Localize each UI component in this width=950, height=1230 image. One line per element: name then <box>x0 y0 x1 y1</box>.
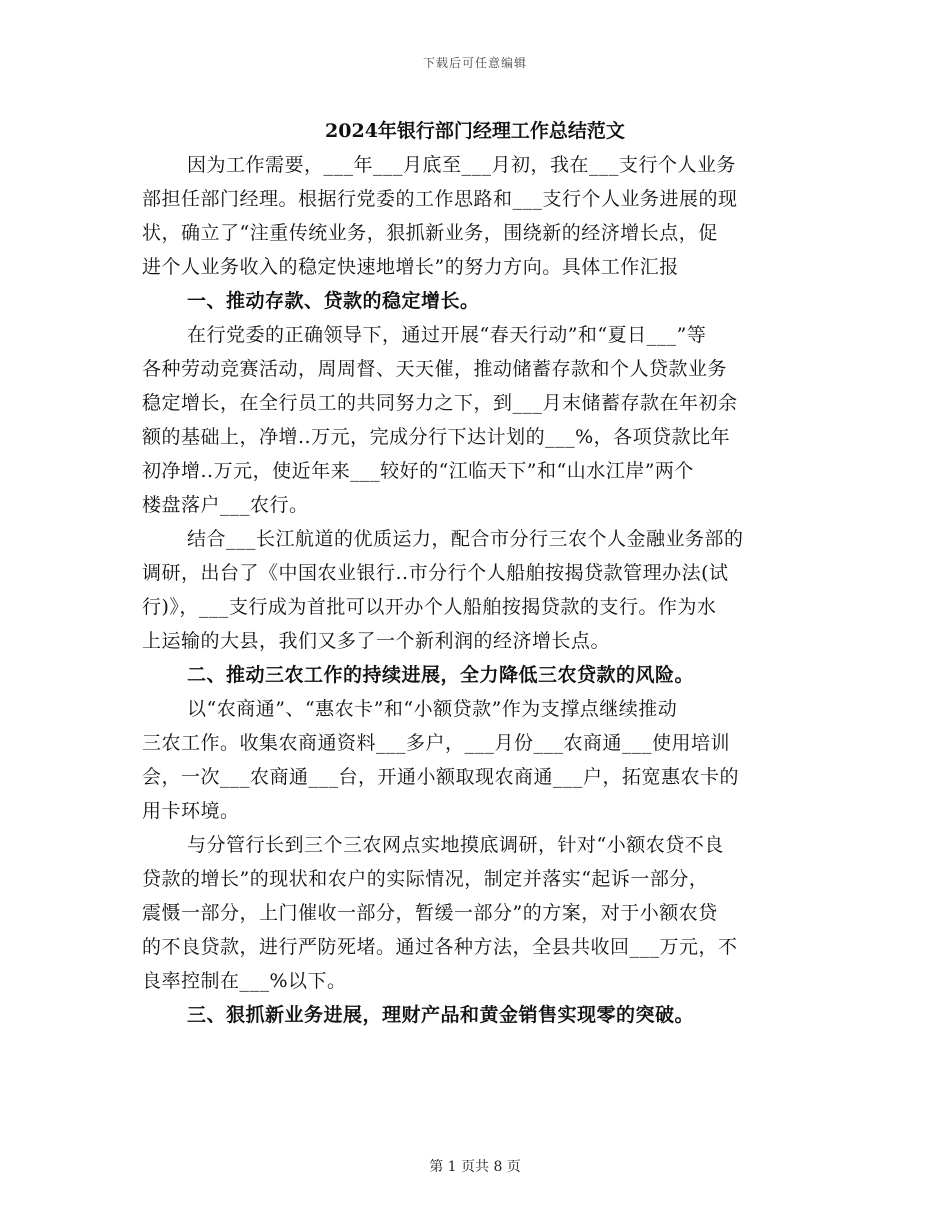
paragraph-line: 部担任部门经理。根据行党委的工作思路和___支行个人业务进展的现 <box>142 188 738 210</box>
paragraph-line: 三农工作。收集农商通资料___多户，___月份___农商通___使用培训 <box>142 732 731 754</box>
section-heading: 三、狠抓新业务进展，理财产品和黄金销售实现零的突破。 <box>187 1004 695 1026</box>
paragraph-line: 上运输的大县，我们又多了一个新利润的经济增长点。 <box>142 630 611 652</box>
page-footer: 第 1 页共 8 页 <box>429 1159 521 1175</box>
document-body <box>142 148 806 1032</box>
paragraph-line: 各种劳动竞赛活动，周周督、天天催，推动储蓄存款和个人贷款业务 <box>142 358 728 380</box>
paragraph-line: 贷款的增长”的现状和农户的实际情况，制定并落实“起诉一部分， <box>142 868 709 890</box>
section-heading: 一、推动存款、贷款的稳定增长。 <box>187 290 480 312</box>
paragraph-line: 在行党委的正确领导下，通过开展“春天行动”和“夏日___”等 <box>187 324 707 346</box>
document-title: 2024年银行部门经理工作总结范文 <box>325 120 625 142</box>
paragraph-line: 良率控制在___%以下。 <box>142 970 347 992</box>
paragraph-line: 进个人业务收入的稳定快速地增长”的努力方向。具体工作汇报 <box>142 256 679 278</box>
paragraph-line: 初净增..万元，使近年来___较好的“江临天下”和“山水江岸”两个 <box>142 460 694 482</box>
paragraph-line: 行)》，___支行成为首批可以开办个人船舶按揭贷款的支行。作为水 <box>142 596 717 618</box>
header-note: 下载后可任意编辑 <box>422 56 527 70</box>
paragraph-line: 楼盘落户___农行。 <box>142 494 309 516</box>
paragraph-line: 调研，出台了《中国农业银行..市分行个人船舶按揭贷款管理办法(试 <box>142 562 729 584</box>
paragraph-line: 会，一次___农商通___台，开通小额取现农商通___户，拓宽惠农卡的 <box>142 766 740 788</box>
paragraph-line: 因为工作需要，___年___月底至___月初，我在___支行个人业务 <box>187 154 737 176</box>
section-heading: 二、推动三农工作的持续进展，全力降低三农贷款的风险。 <box>187 664 695 686</box>
paragraph-line: 震慑一部分，上门催收一部分，暂缓一部分”的方案，对于小额农贷 <box>142 902 718 924</box>
paragraph-line: 额的基础上，净增..万元，完成分行下达计划的___%，各项贷款比年 <box>142 426 731 448</box>
paragraph-line: 稳定增长，在全行员工的共同努力之下，到___月末储蓄存款在年初余 <box>142 392 738 414</box>
paragraph-line: 的不良贷款，进行严防死堵。通过各种方法，全县共收回___万元，不 <box>142 936 738 958</box>
paragraph-line: 以“农商通”、“惠农卡”和“小额贷款”作为支撑点继续推动 <box>187 698 678 720</box>
paragraph-line: 与分管行长到三个三农网点实地摸底调研，针对“小额农贷不良 <box>187 834 724 856</box>
paragraph-line: 结合___长江航道的优质运力，配合市分行三农个人金融业务部的 <box>187 528 744 550</box>
paragraph-line: 用卡环境。 <box>142 800 240 822</box>
paragraph-line: 状，确立了“注重传统业务，狠抓新业务，围绕新的经济增长点，促 <box>142 222 718 244</box>
